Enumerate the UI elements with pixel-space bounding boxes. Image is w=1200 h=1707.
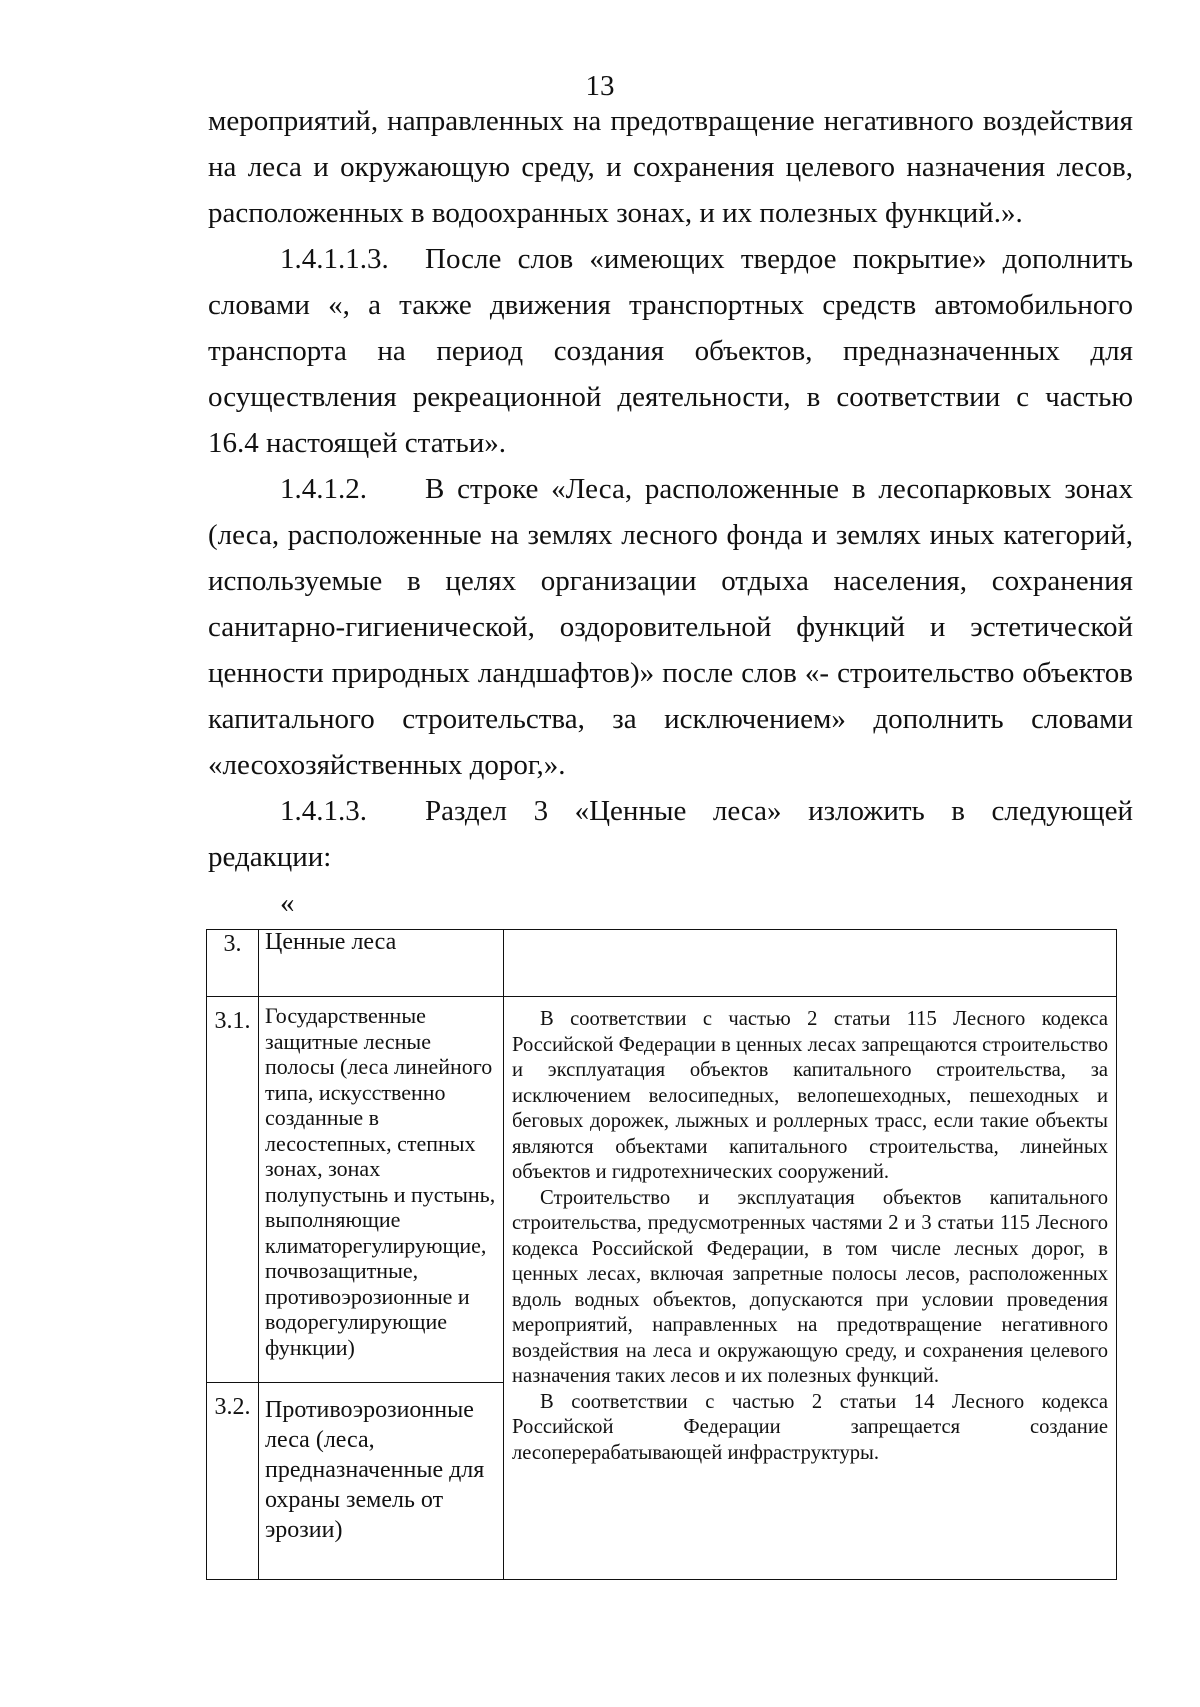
- table-header-row: [207, 930, 1117, 997]
- row-number: 3.1.: [207, 997, 259, 1383]
- row-number: 3.2.: [207, 1383, 259, 1580]
- forest-category-name: Государственные защитные лесные полосы (леса линейного типа, искусственно созданные в лесостепных, степных зонах, зонах полупустынь и пустынь, выполняющие климаторегулирующие, почвозащитные, противоэрозионные и водорегулирующие функции): [259, 997, 504, 1383]
- section-title: Ценные леса: [259, 930, 504, 997]
- document-body: [208, 98, 1133, 926]
- clause-text: В строке «Леса, расположенные в лесопарковых зонах (леса, расположенные на землях лесного фонда и землях иных категорий, используемые в целях организации отдыха населения, сохранения санитарно-гигиенической, оздоровительной функций и эстетической ценности природных ландшафтов)» после слов «- строительство объектов капитального строительства, за исключением» дополнить словами «лесохозяйственных дорог,».: [208, 473, 1133, 781]
- page-number: 13: [585, 70, 615, 102]
- forest-category-name: Противоэрозионные леса (леса, предназначенные для охраны земель от эрозии): [259, 1383, 504, 1580]
- table-row: [207, 997, 1117, 1383]
- opening-quote-mark: «: [280, 887, 295, 919]
- regulation-text: [504, 997, 1117, 1580]
- paragraph-clause-1-4-1-1-3: [208, 236, 1133, 466]
- clause-number: 1.4.1.1.3.: [280, 243, 389, 275]
- regulation-paragraph: В соответствии с частью 2 статьи 115 Лесного кодекса Российской Федерации в ценных лесах запрещаются строительство и эксплуатация объектов капитального строительства, за исключением велосипедных, велопешеходных, пешеходных и беговых дорожек, лыжных и роллерных трасс, если такие объекты являются объектами капитального строительства, линейных объектов и гидротехнических сооружений.: [512, 1008, 1108, 1183]
- paragraph-clause-1-4-1-2: [208, 466, 1133, 788]
- regulation-paragraph: Строительство и эксплуатация объектов капитального строительства, предусмотренных частями 2 и 3 статьи 115 Лесного кодекса Российской Федерации, в том числе лесных дорог, в ценных лесах, включая запретные полосы лесов, расположенных вдоль водных объектов, допускаются при условии проведения мероприятий, направленных на предотвращение негативного воздействия на леса и окружающую среду, и сохранения целевого назначения таких лесов и их полезных функций.: [512, 1186, 1108, 1387]
- clause-number: 1.4.1.2.: [280, 473, 367, 505]
- valuable-forests-table: [206, 929, 1117, 1580]
- section-description: [504, 930, 1117, 997]
- clause-text: После слов «имеющих твердое покрытие» дополнить словами «, а также движения транспортных средств автомобильного транспорта на период создания объектов, предназначенных для осуществления рекреационной деятельности, в соответствии с частью 16.4 настоящей статьи».: [208, 243, 1133, 459]
- section-number: 3.: [207, 930, 259, 997]
- clause-text: Раздел 3 «Ценные леса» изложить в следующей редакции:: [208, 795, 1133, 873]
- clause-number: 1.4.1.3.: [280, 795, 367, 827]
- paragraph-continuation: мероприятий, направленных на предотвращение негативного воздействия на леса и окружающую среду, и сохранения целевого назначения лесов, расположенных в водоохранных зонах, и их полезных функций.».: [208, 105, 1133, 229]
- paragraph-clause-1-4-1-3: [208, 788, 1133, 880]
- regulation-paragraph: В соответствии с частью 2 статьи 14 Лесного кодекса Российской Федерации запрещается создание лесоперерабатывающей инфраструктуры.: [512, 1390, 1108, 1464]
